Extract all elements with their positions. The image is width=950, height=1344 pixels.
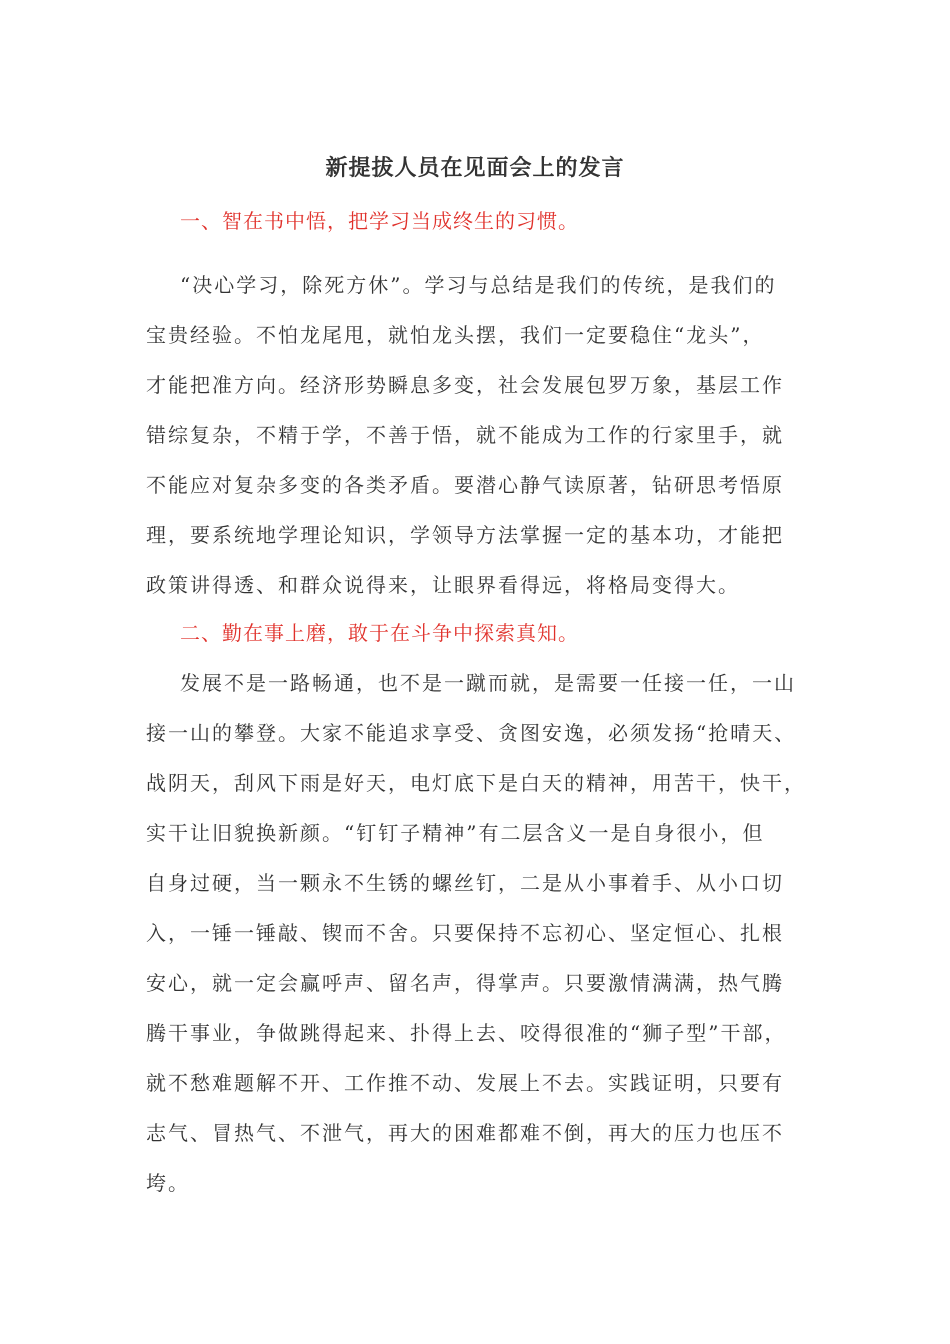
paragraph-line: 垮。: [146, 1171, 190, 1195]
paragraph-line: 接一山的攀登。大家不能追求享受、贪图安逸，必须发扬“抢晴天、: [146, 721, 797, 745]
document-title: 新提拔人员在见面会上的发言: [325, 155, 625, 181]
section-1-paragraph: [146, 260, 808, 610]
paragraph-line: 就不愁难题解不开、工作推不动、发展上不去。实践证明，只要有: [146, 1071, 784, 1095]
paragraph-line: 发展不是一路畅通，也不是一蹴而就，是需要一任接一任，一山: [180, 671, 796, 695]
paragraph-line: 战阴天，刮风下雨是好天，电灯底下是白天的精神，用苦干，快干，: [146, 771, 806, 795]
paragraph-line: 错综复杂，不精于学，不善于悟，就不能成为工作的行家里手，就: [146, 423, 784, 447]
paragraph-line: 才能把准方向。经济形势瞬息多变，社会发展包罗万象，基层工作: [146, 373, 784, 397]
paragraph-line: 自身过硬，当一颗永不生锈的螺丝钉，二是从小事着手、从小口切: [146, 871, 784, 895]
paragraph-line: 实干让旧貌换新颜。“钉钉子精神”有二层含义一是自身很小，但: [146, 821, 765, 845]
section-2-heading: 二、勤在事上磨，敢于在斗争中探索真知。: [180, 621, 579, 645]
paragraph-line: 志气、冒热气、不泄气，再大的困难都难不倒，再大的压力也压不: [146, 1121, 784, 1145]
section-2-paragraph: [146, 658, 808, 1208]
paragraph-line: 入，一锤一锤敲、锲而不舍。只要保持不忘初心、坚定恒心、扎根: [146, 921, 784, 945]
paragraph-line: 宝贵经验。不怕龙尾甩，就怕龙头摆，我们一定要稳住“龙头”，: [146, 323, 765, 347]
paragraph-line: 腾干事业，争做跳得起来、扑得上去、咬得很准的“狮子型”干部，: [146, 1021, 787, 1045]
paragraph-line: 不能应对复杂多变的各类矛盾。要潜心静气读原著，钻研思考悟原: [146, 473, 784, 497]
paragraph-line: “决心学习，除死方休”。学习与总结是我们的传统，是我们的: [180, 273, 777, 297]
paragraph-line: 政策讲得透、和群众说得来，让眼界看得远，将格局变得大。: [146, 573, 740, 597]
paragraph-line: 安心，就一定会赢呼声、留名声，得掌声。只要激情满满，热气腾: [146, 971, 784, 995]
section-1-heading: 一、智在书中悟，把学习当成终生的习惯。: [180, 209, 579, 233]
paragraph-line: 理，要系统地学理论知识，学领导方法掌握一定的基本功，才能把: [146, 523, 784, 547]
